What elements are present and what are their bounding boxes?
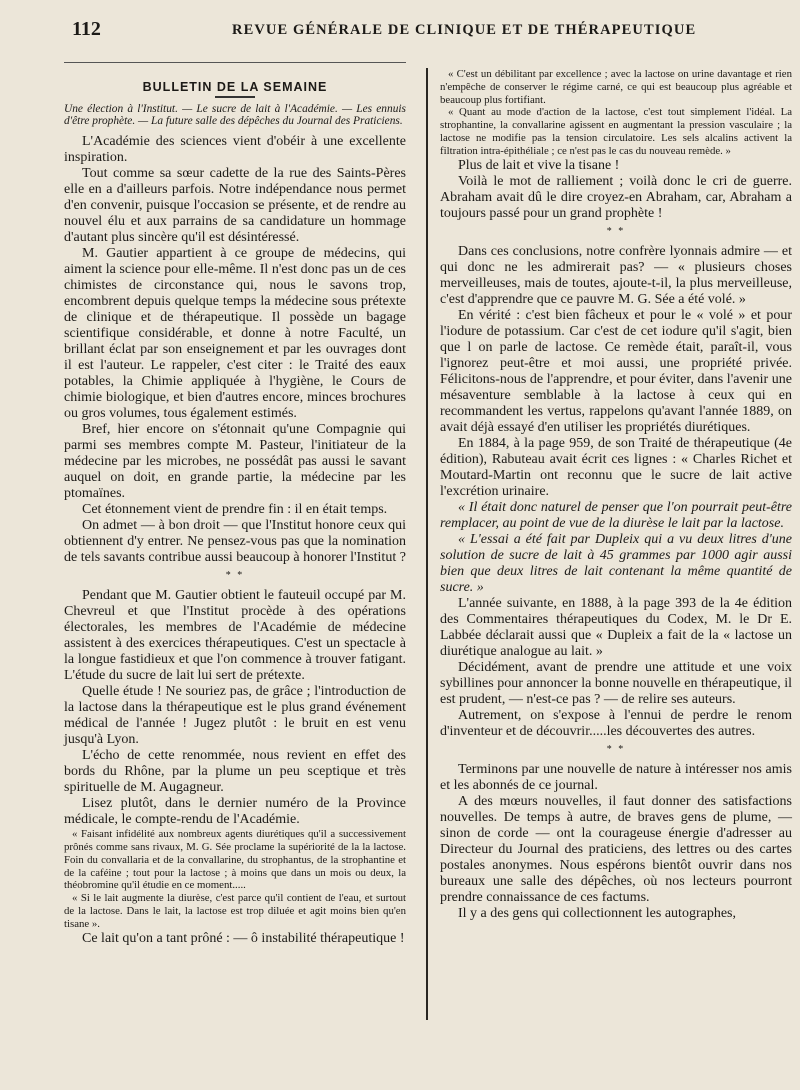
paragraph: Dans ces conclusions, notre confrère lyonnais admire — et qui donc ne les admirerait pas? — « plusieurs choses merveilleuses, mais de toutes, ajoute-t-il, la plus merveilleuse, c'est d'apprendre que ce pauvre M. G. Sée a été volé. » — [440, 243, 792, 307]
right-column — [440, 68, 792, 922]
paragraph: Voilà le mot de ralliement ; voilà donc le cri de guerre. Abraham avait dû le dire croyez-en Abraham, car, Abraham a toujours passé pour un grand prophète ! — [440, 173, 792, 221]
paragraph: Lisez plutôt, dans le dernier numéro de la Province médicale, le compte-rendu de l'Académie. — [64, 796, 406, 828]
section-summary: Une élection à l'Institut. — Le sucre de lait à l'Académie. — Les ennuis d'être prophète. — La future salle des dépêches du Journal des Praticiens. — [64, 103, 406, 127]
section-title: BULLETIN DE LA SEMAINE — [142, 80, 328, 94]
paragraph: Pendant que M. Gautier obtient le fauteuil occupé par M. Chevreul et que l'Institut procède à des opérations électorales, les membres de l'Académie de médecine assistent à des exercices thérapeutiques. C'est un spectacle à la longue fastidieux et que l'on commence à trouver fatigant. L'étude du sucre de lait lui sert de prétexte. — [64, 588, 406, 684]
paragraph: En vérité : c'est bien fâcheux et pour le « volé » et pour l'iodure de potassium. Car c'est de cet iodure qu'il s'agit, bien que l on parle de lactose. Ce remède était, paraît-il, vous l'ignorez peut-être et moi aussi, une propriété privée. Félicitons-nous de l'apprendre, et pour éviter, dans l'avenir une mésaventure semblable à la lactose à ceux qui en recommandent les vertus, rappelons qu'avant l'année 1889, on avait déjà essayé d'en utiliser les propriétés diurétiques. — [440, 307, 792, 435]
paragraph: « Il était donc naturel de penser que l'on pourrait peut-être remplacer, au point de vue de la diurèse le lait par la lactose. — [440, 499, 792, 531]
quoted-paragraph: « Quant au mode d'action de la lactose, c'est tout simplement l'idéal. La strophantine, la convallarine agissent en augmentant la pression vasculaire ; la lactose ne modifie pas la tension circulatoire. Les sels alcalins activent la filtration intra-épithéliale ; ce n'est pas le cas du nouveau remède. » — [440, 106, 792, 157]
paragraph: Quelle étude ! Ne souriez pas, de grâce ; l'introduction de la lactose dans la thérapeutique est le plus grand événement médical de l'année ! Jugez plutôt : le bruit en est venu jusqu'à Lyon. — [64, 684, 406, 748]
paragraph: « L'essai a été fait par Dupleix qui a vu deux litres d'une solution de sucre de lait à 45 grammes par 1000 agir aussi bien que deux litres de lait contenant la même quantité de sucre. » — [440, 531, 792, 595]
paragraph: L'Académie des sciences vient d'obéir à une excellente inspiration. — [64, 134, 406, 166]
paragraph: Décidément, avant de prendre une attitude et une voix sybillines pour annoncer la bonne nouvelle en thérapeutique, il est prudent, — n'est-ce pas ? — de relire ses auteurs. — [440, 659, 792, 707]
paragraph: L'écho de cette renommée, nous revient en effet des bords du Rhône, par la plume un peu sceptique et très spirituelle de M. Augagneur. — [64, 748, 406, 796]
journal-title: REVUE GÉNÉRALE DE CLINIQUE ET DE THÉRAPEUTIQUE — [232, 22, 697, 38]
paragraph: Cet étonnement vient de prendre fin : il en était temps. — [82, 502, 388, 518]
title-rule — [215, 96, 255, 98]
paragraph: En 1884, à la page 959, de son Traité de thérapeutique (4e édition), Rabuteau avait écrit ces lignes : « Charles Richet et Moutard-Martin ont reconnu que le sucre de lait active l'excrétion urinaire. — [440, 435, 792, 499]
paragraph: M. Gautier appartient à ce groupe de médecins, qui aiment la science pour elle-même. Il n'est donc pas un de ces chimistes de circonstance qui, nous le savons trop, encombrent depuis quelque temps la médecine sous prétexte de clinique et de thérapeutique. Il possède un bagage scientifique considérable, et donne à notre Faculté, un brillant éclat par son enseignement et par les ouvrages dont il est l'auteur. Le rappeler, c'est citer : le Traité des eaux potables, la Chimie appliquée à l'hygiène, le Cours de chimie biologique, et bien d'autres encore, minces brochures ou gros volumes, tous également estimés. — [64, 246, 406, 422]
paragraph: Plus de lait et vive la tisane ! — [458, 157, 620, 173]
section-separator: * * — [606, 743, 626, 755]
paragraph: Il y a des gens qui collectionnent les autographes, — [458, 905, 736, 921]
paragraph: On admet — à bon droit — que l'Institut honore ceux qui obtiennent d'y entrer. Ne pensez-vous pas que la nomination de tels savants contribue aussi beaucoup à honorer l'Institut ? — [64, 518, 406, 566]
page-number: 112 — [72, 18, 101, 40]
column-divider — [426, 68, 428, 1020]
paragraph: L'année suivante, en 1888, à la page 393 de la 4e édition des Commentaires thérapeutiques du Codex, M. le Dr E. Labbée déclarait aussi que « Dupleix a fait de la « lactose un diurétique analogue au lait. » — [440, 595, 792, 659]
paragraph: A des mœurs nouvelles, il faut donner des satisfactions nouvelles. De temps à autre, de braves gens de plume, — sinon de corde — ont la courageuse énergie d'adresser au Directeur du Journal des praticiens, des lettres ou des cartes postales anonymes. Nous espérons bientôt ouvrir dans nos bureaux une salle des dépêches, où nos lecteurs pourront prendre connaissance de ces factums. — [440, 793, 792, 905]
quoted-paragraph: « C'est un débilitant par excellence ; avec la lactose on urine davantage et rien n'empêche de conserver le régime carné, ce qui est beaucoup plus agréable et beaucoup plus fortifiant. — [440, 68, 792, 106]
paragraph: Tout comme sa sœur cadette de la rue des Saints-Pères elle en a d'ailleurs parfois. Notre indépendance nous permet d'en convenir, puisque l'occasion se présente, et de rendre au nouvel élu et aux parrains de sa candidature un hommage d'autant plus sincère qu'il est désintéressé. — [64, 166, 406, 246]
section-separator: * * — [225, 570, 245, 582]
left-column — [64, 68, 406, 947]
paragraph: Terminons par une nouvelle de nature à intéresser nos amis et les abonnés de ce journal. — [440, 761, 792, 793]
quoted-paragraph: « Faisant infidélité aux nombreux agents diurétiques qu'il a successivement prônés comme sans rivaux, M. G. Sée proclame la supériorité de la la lactose. Foin du convallaria et de la convallarine, du strophantus, de la strophantine et de la caféine ; tout pour la lactose ; à moins que dans un mois ou deux, la théobromine qu'il étudie en ce moment..... — [64, 828, 406, 892]
section-separator: * * — [606, 225, 626, 237]
top-rule — [64, 62, 406, 63]
running-head — [0, 14, 800, 40]
quoted-paragraph: « Si le lait augmente la diurèse, c'est parce qu'il contient de l'eau, et surtout de la lactose. Dans le lait, la lactose est trop diluée et agit moins bien qu'en tisane ». — [64, 892, 406, 930]
paragraph: Ce lait qu'on a tant prôné : — ô instabilité thérapeutique ! — [82, 930, 405, 946]
paragraph: Autrement, on s'expose à l'ennui de perdre le renom d'inventeur et de découvrir.....les découvertes des autres. — [440, 707, 792, 739]
paragraph: Bref, hier encore on s'étonnait qu'une Compagnie qui parmi ses membres compte M. Pasteur, l'initiateur de la médecine par les microbes, ne possédât pas aussi le savant auquel on doit, en grande partie, la médecine par les ptomaïnes. — [64, 422, 406, 502]
